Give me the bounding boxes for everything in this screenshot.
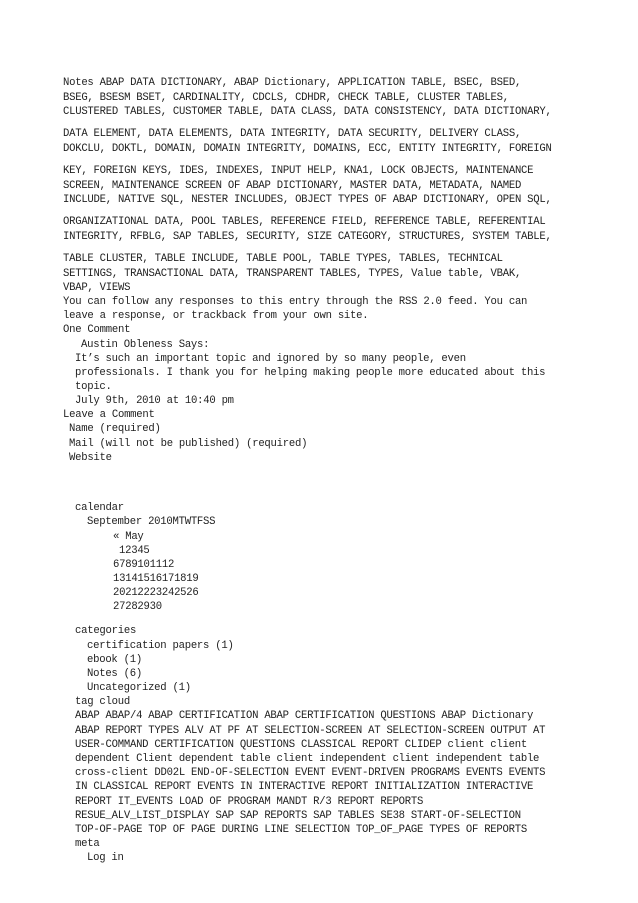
category-link[interactable]: Notes (6) [87,668,142,680]
categories-heading: categories [75,625,137,637]
mail-field-label: Mail (will not be published) (required) [69,438,308,450]
post-tags-line-12: SETTINGS, TRANSACTIONAL DATA, TRANSPARENT TABLES, TYPES, Value table, VBAK, [63,268,522,280]
rss-note-line-1: You can follow any responses to this entry through the RSS 2.0 feed. You can [63,296,528,308]
post-tags-line-3: CLUSTERED TABLES, CUSTOMER TABLE, DATA CLASS, DATA CONSISTENCY, DATA DICTIONARY, [63,106,552,118]
calendar-week-4: 20212223242526 [113,587,199,599]
post-tags-line-9: ORGANIZATIONAL DATA, POOL TABLES, REFERENCE FIELD, REFERENCE TABLE, REFERENTIAL [63,216,546,228]
website-field-label: Website [69,452,112,464]
tag-cloud-line[interactable]: IN CLASSICAL REPORT EVENTS IN INTERACTIVE REPORT INITIALIZATION INTERACTIVE [75,781,534,793]
login-link[interactable]: Log in [87,852,124,864]
calendar-prev-month-link[interactable]: « May [113,531,144,543]
comment-body-line-2: professionals. I thank you for helping making people more educated about this [75,367,546,379]
tag-cloud-line[interactable]: RESUE_ALV_LIST_DISPLAY SAP SAP REPORTS SAP TABLES SE38 START-OF-SELECTION [75,810,521,822]
comments-heading: One Comment [63,324,131,336]
tag-cloud-line[interactable]: ABAP REPORT TYPES ALV AT PF AT SELECTION-SCREEN AT SELECTION-SCREEN OUTPUT AT [75,725,546,737]
calendar-heading: calendar [75,502,124,514]
post-tags-line-8: INCLUDE, NATIVE SQL, NESTER INCLUDES, OBJECT TYPES OF ABAP DICTIONARY, OPEN SQL, [63,194,552,206]
category-link[interactable]: ebook (1) [87,654,142,666]
tag-cloud-heading: tag cloud [75,696,130,708]
post-tags-line-10: INTEGRITY, RFBLG, SAP TABLES, SECURITY, SIZE CATEGORY, STRUCTURES, SYSTEM TABLE, [63,231,552,243]
post-tags-line-1: Notes ABAP DATA DICTIONARY, ABAP Dictionary, APPLICATION TABLE, BSEC, BSED, [63,77,522,89]
post-tags-line-5: DOKCLU, DOKTL, DOMAIN, DOMAIN INTEGRITY, DOMAINS, ECC, ENTITY INTEGRITY, FOREIGN [63,143,552,155]
leave-comment-heading: Leave a Comment [63,409,155,421]
calendar-caption: September 2010MTWTFSS [87,516,216,528]
tag-cloud-line[interactable]: cross-client DD02L END-OF-SELECTION EVENT EVENT-DRIVEN PROGRAMS EVENTS EVENTS [75,767,546,779]
meta-heading: meta [75,838,100,850]
comment-author: Austin Obleness Says: [81,339,210,351]
category-link[interactable]: certification papers (1) [87,640,234,652]
comment-body-line-3: topic. [75,381,112,393]
post-tags-line-4: DATA ELEMENT, DATA ELEMENTS, DATA INTEGRITY, DATA SECURITY, DELIVERY CLASS, [63,128,522,140]
tag-cloud-line[interactable]: REPORT IT_EVENTS LOAD OF PROGRAM MANDT R/3 REPORT REPORTS [75,796,424,808]
calendar-week-2: 6789101112 [113,559,175,571]
post-tags-line-6: KEY, FOREIGN KEYS, IDES, INDEXES, INPUT HELP, KNA1, LOCK OBJECTS, MAINTENANCE [63,165,534,177]
calendar-week-5: 27282930 [113,601,162,613]
comment-date: July 9th, 2010 at 10:40 pm [75,395,234,407]
post-tags-line-13: VBAP, VIEWS [63,282,131,294]
tag-cloud-line[interactable]: ABAP ABAP/4 ABAP CERTIFICATION ABAP CERTIFICATION QUESTIONS ABAP Dictionary [75,710,534,722]
post-tags-line-2: BSEG, BSESM BSET, CARDINALITY, CDCLS, CDHDR, CHECK TABLE, CLUSTER TABLES, [63,92,509,104]
rss-note-line-2: leave a response, or trackback from your own site. [63,310,369,322]
tag-cloud-line[interactable]: USER-COMMAND CERTIFICATION QUESTIONS CLASSICAL REPORT CLIDEP client client [75,739,527,751]
tag-cloud-line[interactable]: dependent Client dependent table client independent client independent table [75,753,540,765]
post-tags-line-7: SCREEN, MAINTENANCE SCREEN OF ABAP DICTIONARY, MASTER DATA, METADATA, NAMED [63,180,522,192]
calendar-week-1: 12345 [119,545,150,557]
tag-cloud-line[interactable]: TOP-OF-PAGE TOP OF PAGE DURING LINE SELECTION TOP_OF_PAGE TYPES OF REPORTS [75,824,527,836]
comment-body-line-1: It’s such an important topic and ignored by so many people, even [75,353,466,365]
category-link[interactable]: Uncategorized (1) [87,682,191,694]
name-field-label: Name (required) [69,423,161,435]
calendar-week-3: 13141516171819 [113,573,199,585]
post-tags-line-11: TABLE CLUSTER, TABLE INCLUDE, TABLE POOL, TABLE TYPES, TABLES, TECHNICAL [63,253,503,265]
